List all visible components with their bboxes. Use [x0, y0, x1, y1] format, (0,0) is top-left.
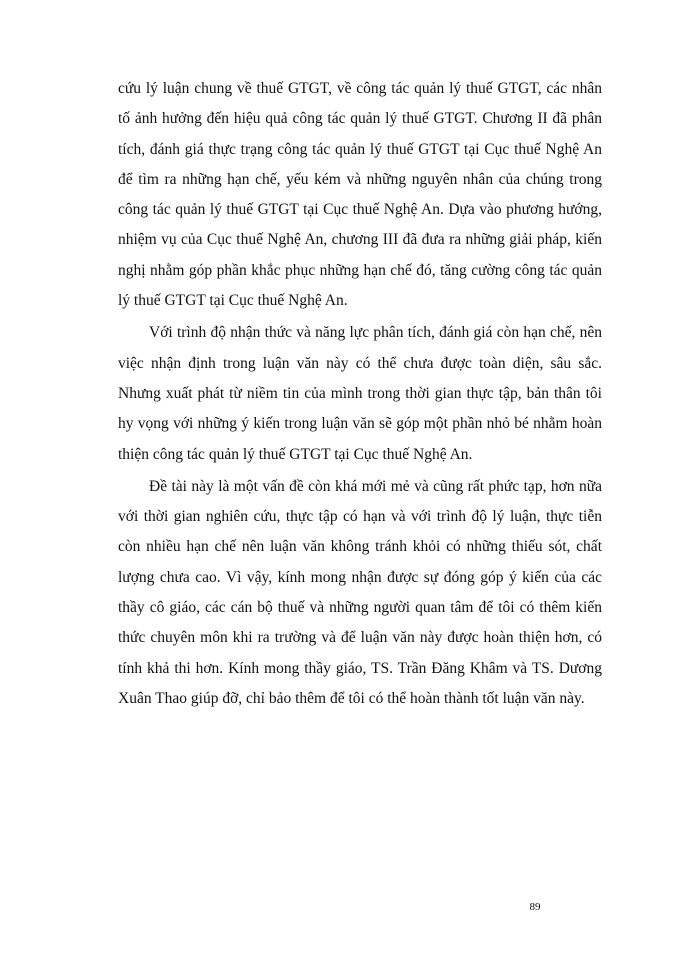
paragraph-continuation: cứu lý luận chung về thuế GTGT, về công tác quản lý thuế GTGT, các nhân tố ảnh hưởng đến hiệu quả công tác quản lý thuế GTGT. Chương II đã phân tích, đánh giá thực trạng công tác quản lý thuế GTGT tại Cục thuế Nghệ An để tìm ra những hạn chế, yếu kém và những nguyên nhân của chúng trong công tác quản lý thuế GTGT tại Cục thuế Nghệ An. Dựa vào phương hướng, nhiệm vụ của Cục thuế Nghệ An, chương III đã đưa ra những giải pháp, kiến nghị nhằm góp phần khắc phục những hạn chế đó, tăng cường công tác quản lý thuế GTGT tại Cục thuế Nghệ An. [118, 80, 602, 310]
paragraph-limitations: Với trình độ nhận thức và năng lực phân tích, đánh giá còn hạn chế, nên việc nhận định trong luận văn này có thể chưa được toàn diện, sâu sắc. Nhưng xuất phát từ niềm tin của mình trong thời gian thực tập, bản thân tôi hy vọng với những ý kiến trong luận văn sẽ góp một phần nhỏ bé nhằm hoàn thiện công tác quản lý thuế GTGT tại Cục thuế Nghệ An. [118, 324, 602, 463]
paragraph-acknowledgements: Đề tài này là một vấn đề còn khá mới mẻ và cũng rất phức tạp, hơn nữa với thời gian nghiên cứu, thực tập có hạn và với trình độ lý luận, thực tiễn còn nhiều hạn chế nên luận văn không tránh khỏi có những thiếu sót, chất lượng chưa cao. Vì vậy, kính mong nhận được sự đóng góp ý kiến của các thầy cô giáo, các cán bộ thuế và những người quan tâm để tôi có thêm kiến thức chuyên môn khi ra trường và để luận văn này được hoàn thiện hơn, có tính khả thi hơn. Kính mong thầy giáo, TS. Trần Đăng Khâm và TS. Dương Xuân Thao giúp đỡ, chỉ bảo thêm để tôi có thể hoàn thành tốt luận văn này. [118, 477, 602, 707]
page-number: 89 [529, 901, 541, 913]
page-body [118, 74, 602, 716]
